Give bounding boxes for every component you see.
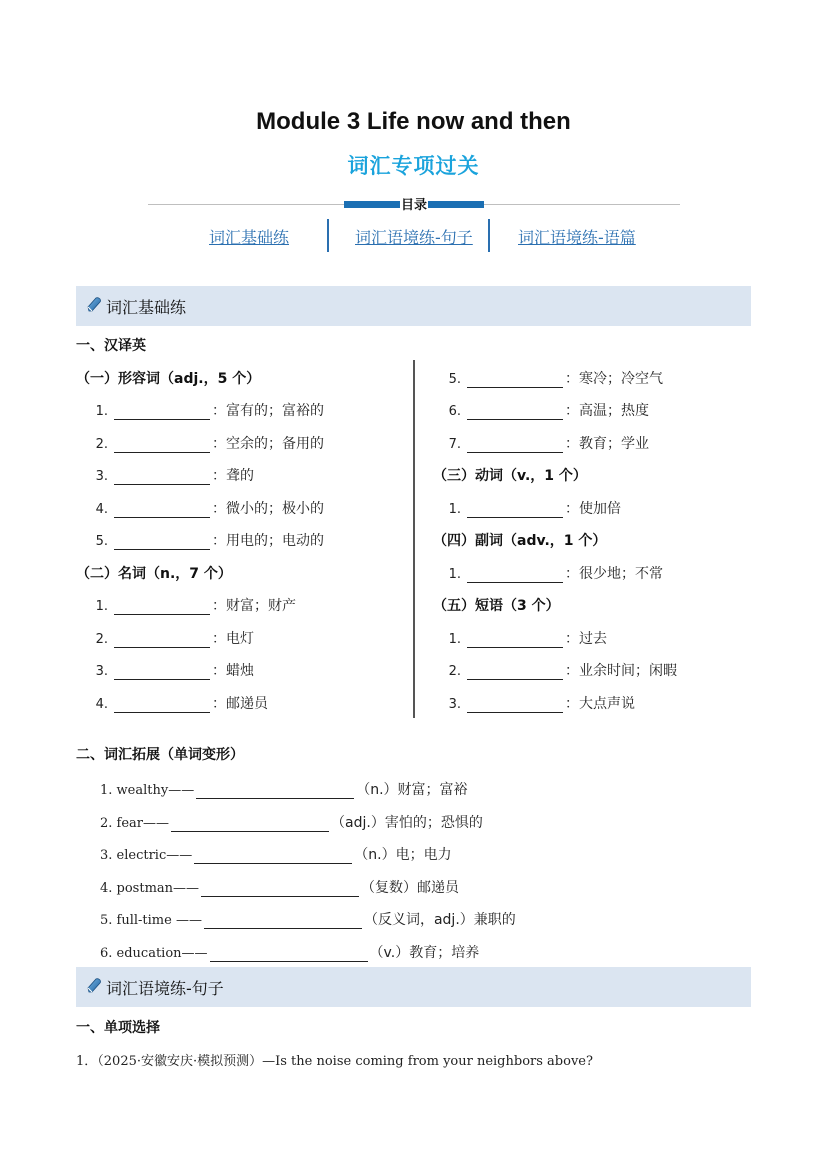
part1-heading: 一、汉译英 <box>76 338 146 354</box>
answer-blank[interactable] <box>467 665 563 680</box>
section-title: 词汇基础练 <box>106 298 187 317</box>
answer-blank[interactable] <box>114 665 210 680</box>
answer-blank[interactable] <box>467 633 563 648</box>
list-item: 4. ：邮递员 <box>95 696 268 712</box>
list-item: 2. ：空余的；备用的 <box>95 436 324 452</box>
toc-label: 目录 <box>400 194 428 213</box>
pen-icon <box>85 296 103 314</box>
answer-blank[interactable] <box>467 698 563 713</box>
list-item: 3. electric—— （n.）电；电力 <box>100 847 452 863</box>
verb-heading: （三）动词（v.，1 个） <box>433 468 587 484</box>
answer-blank[interactable] <box>114 535 210 550</box>
answer-blank[interactable] <box>467 438 563 453</box>
toc-link-basic[interactable]: 词汇基础练 <box>209 228 290 247</box>
answer-blank[interactable] <box>467 503 563 518</box>
list-item: 5. full-time —— （反义词，adj.）兼职的 <box>100 912 516 928</box>
answer-blank[interactable] <box>171 817 329 832</box>
answer-blank[interactable] <box>114 503 210 518</box>
section-title: 词汇语境练-句子 <box>106 979 224 998</box>
answer-blank[interactable] <box>467 405 563 420</box>
answer-blank[interactable] <box>210 947 368 962</box>
section-header-basic <box>76 286 751 326</box>
noun-heading: （二）名词（n.，7 个） <box>76 566 232 582</box>
page-subtitle: 词汇专项过关 <box>347 154 480 178</box>
list-item: 3. ：大点声说 <box>448 696 635 712</box>
toc-link-sentence[interactable]: 词汇语境练-句子 <box>355 228 473 247</box>
answer-blank[interactable] <box>201 882 359 897</box>
toc-bar-left <box>344 201 400 208</box>
answer-blank[interactable] <box>194 849 352 864</box>
answer-blank[interactable] <box>114 698 210 713</box>
list-item: 2. ：电灯 <box>95 631 254 647</box>
answer-blank[interactable] <box>467 568 563 583</box>
list-item: 6. ：高温；热度 <box>448 403 649 419</box>
list-item: 3. ：蜡烛 <box>95 663 254 679</box>
list-item: 1. ：富有的；富裕的 <box>95 403 324 419</box>
answer-blank[interactable] <box>114 470 210 485</box>
list-item: 7. ：教育；学业 <box>448 436 649 452</box>
phrase-heading: （五）短语（3 个） <box>433 598 560 614</box>
column-divider <box>413 360 415 718</box>
answer-blank[interactable] <box>114 405 210 420</box>
list-item: 6. education—— （v.）教育；培养 <box>100 945 480 961</box>
list-item: 1. ：过去 <box>448 631 607 647</box>
adj-heading: （一）形容词（adj.，5 个） <box>76 371 261 387</box>
list-item: 3. ：聋的 <box>95 468 254 484</box>
part3-heading: 一、单项选择 <box>76 1020 160 1036</box>
list-item: 5. ：寒冷；冷空气 <box>448 371 663 387</box>
answer-blank[interactable] <box>114 633 210 648</box>
pen-icon <box>85 977 103 995</box>
toc-link-passage[interactable]: 词汇语境练-语篇 <box>518 228 636 247</box>
adv-heading: （四）副词（adv.，1 个） <box>433 533 607 549</box>
list-item: 1. ：财富；财产 <box>95 598 296 614</box>
list-item: 4. postman—— （复数）邮递员 <box>100 880 460 896</box>
list-item: 1. ：使加倍 <box>448 501 621 517</box>
list-item: 5. ：用电的；电动的 <box>95 533 324 549</box>
toc-separator <box>488 219 490 252</box>
answer-blank[interactable] <box>204 914 362 929</box>
part2-heading: 二、词汇拓展（单词变形） <box>76 747 244 763</box>
answer-blank[interactable] <box>114 600 210 615</box>
section-header-context <box>76 967 751 1007</box>
toc-bar-right <box>428 201 484 208</box>
question-1: 1．（2025·安徽安庆·模拟预测）—Is the noise coming from your neighbors above? <box>76 1054 593 1069</box>
answer-blank[interactable] <box>114 438 210 453</box>
list-item: 2. fear—— （adj.）害怕的；恐惧的 <box>100 815 483 831</box>
list-item: 1. ：很少地；不常 <box>448 566 663 582</box>
page-title: Module 3 Life now and then <box>256 108 571 135</box>
list-item: 2. ：业余时间；闲暇 <box>448 663 677 679</box>
answer-blank[interactable] <box>196 784 354 799</box>
list-item: 4. ：微小的；极小的 <box>95 501 324 517</box>
answer-blank[interactable] <box>467 373 563 388</box>
toc-separator <box>327 219 329 252</box>
list-item: 1. wealthy—— （n.）财富；富裕 <box>100 782 468 798</box>
